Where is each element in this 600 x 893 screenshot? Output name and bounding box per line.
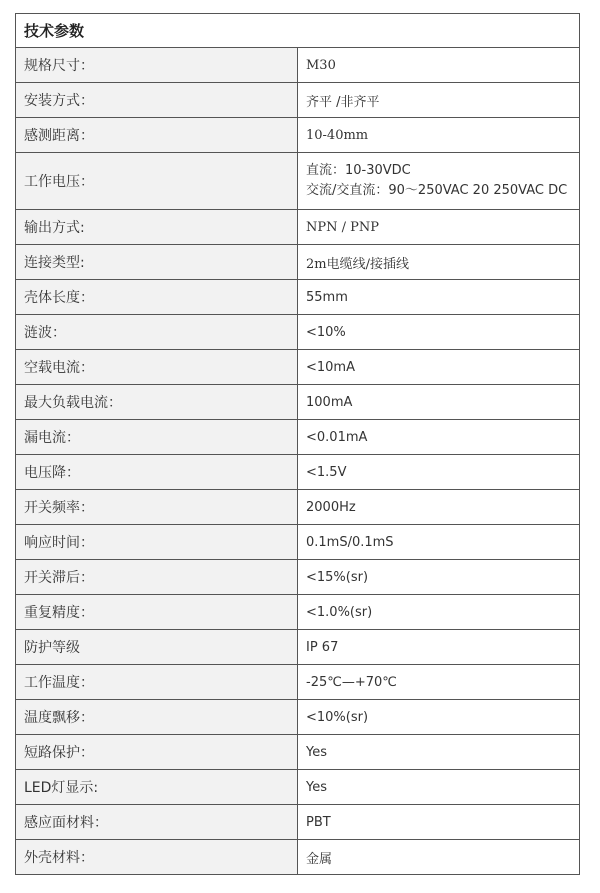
row-value: 55mm (298, 280, 580, 315)
row-label: 外壳材料： (16, 840, 298, 875)
row-label: 输出方式: (16, 210, 298, 245)
table-row (16, 840, 580, 875)
row-value: 2000Hz (298, 490, 580, 525)
table-row (16, 665, 580, 700)
table-row (16, 700, 580, 735)
row-label: 空载电流： (16, 350, 298, 385)
table-row (16, 245, 580, 280)
table-row (16, 595, 580, 630)
row-label: 防护等级 (16, 630, 298, 665)
row-label: 最大负载电流： (16, 385, 298, 420)
row-value: <10%(sr) (298, 700, 580, 735)
row-value: <10mA (298, 350, 580, 385)
row-value: 金属 (298, 840, 580, 875)
table-row (16, 210, 580, 245)
row-value: <1.5V (298, 455, 580, 490)
row-label: 连接类型: (16, 245, 298, 280)
row-label: 感应面材料： (16, 805, 298, 840)
row-value: PBT (298, 805, 580, 840)
table-title-row (16, 14, 580, 48)
row-value: <10% (298, 315, 580, 350)
row-label: 规格尺寸： (16, 48, 298, 83)
row-value: 10-40mm (298, 118, 580, 153)
table-row (16, 153, 580, 210)
row-value: Yes (298, 770, 580, 805)
row-label: 响应时间： (16, 525, 298, 560)
table-row (16, 770, 580, 805)
table-row (16, 630, 580, 665)
spec-table (15, 13, 580, 875)
table-row (16, 490, 580, 525)
table-row (16, 735, 580, 770)
row-value (298, 153, 580, 210)
table-row (16, 420, 580, 455)
table-row (16, 805, 580, 840)
row-label: 开关频率： (16, 490, 298, 525)
table-row (16, 560, 580, 595)
row-label: 电压降： (16, 455, 298, 490)
row-label: 感测距离： (16, 118, 298, 153)
row-label: 短路保护： (16, 735, 298, 770)
row-value: 0.1mS/0.1mS (298, 525, 580, 560)
table-title: 技术参数 (16, 14, 580, 48)
row-value-line: 直流：10-30VDC (306, 163, 411, 178)
row-value: M30 (298, 48, 580, 83)
row-label: LED灯显示: (16, 770, 298, 805)
row-label: 涟波： (16, 315, 298, 350)
table-row (16, 350, 580, 385)
row-label: 重复精度： (16, 595, 298, 630)
row-label: 开关滞后： (16, 560, 298, 595)
table-row (16, 525, 580, 560)
row-value: <0.01mA (298, 420, 580, 455)
row-value: IP 67 (298, 630, 580, 665)
row-label: 工作电压： (16, 153, 298, 210)
table-row (16, 315, 580, 350)
table-row (16, 83, 580, 118)
row-label: 温度飘移： (16, 700, 298, 735)
row-value: 100mA (298, 385, 580, 420)
row-value: NPN / PNP (298, 210, 580, 245)
table-row (16, 455, 580, 490)
table-row (16, 48, 580, 83)
row-value: Yes (298, 735, 580, 770)
row-label: 工作温度： (16, 665, 298, 700)
row-label: 安装方式： (16, 83, 298, 118)
table-row (16, 280, 580, 315)
row-value: <1.0%(sr) (298, 595, 580, 630)
row-value: <15%(sr) (298, 560, 580, 595)
row-value-line: 交流/交直流：90～250VAC 20 250VAC DC (306, 183, 568, 198)
row-label: 漏电流： (16, 420, 298, 455)
table-row (16, 118, 580, 153)
table-row (16, 385, 580, 420)
row-value: -25℃—+70℃ (298, 665, 580, 700)
row-value: 2m电缆线/接插线 (298, 245, 580, 280)
row-value: 齐平 /非齐平 (298, 83, 580, 118)
row-label: 壳体长度： (16, 280, 298, 315)
